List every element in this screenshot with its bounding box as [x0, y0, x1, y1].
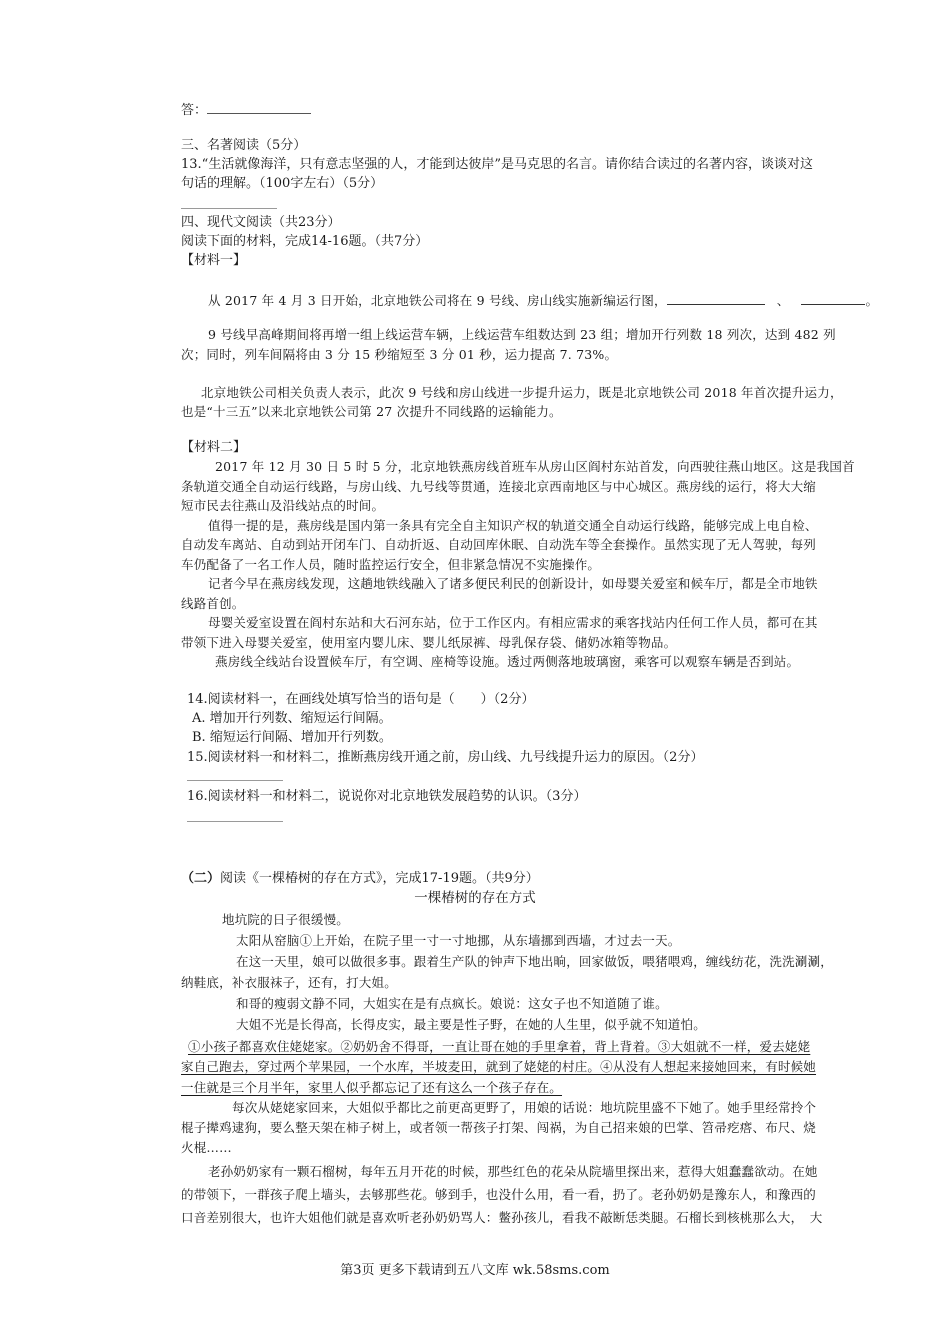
material-2-line: 线路首创。 [181, 596, 245, 611]
q14: 14.阅读材料一，在画线处填写恰当的语句是（ ）（2分） [187, 692, 535, 707]
section-4-heading: 四、现代文阅读（共23分） [181, 215, 341, 230]
part-2-heading-text: 阅读《一棵椿树的存在方式》，完成17-19题。（共9分） [220, 871, 539, 886]
material-2-line: 短市民去往燕山及沿线站点的时间。 [181, 498, 385, 513]
underlined-passage-line: 家自己跑去，穿过两个苹果园，一个水库，半坡麦田，就到了姥姥的村庄。④从没有人想起来接她回来，有时候她 [181, 1059, 817, 1074]
answer-label: 答： [181, 103, 208, 118]
q15-answer-rule [187, 780, 283, 781]
article-line: 火棍…… [181, 1140, 232, 1155]
material-2-line: 燕房线全线站台设置候车厅，有空调、座椅等设施。透过两侧落地玻璃窗，乘客可以观察车辆是否到站。 [215, 654, 800, 669]
q13-line-2: 句话的理解。（100字左右）（5分） [181, 176, 384, 191]
part-2-heading [181, 870, 539, 888]
material-2-line: 母婴关爱室设置在阎村东站和大石河东站，位于工作区内。有相应需求的乘客找站内任何工作人员，都可在其 [208, 615, 818, 630]
article-line: 纳鞋底，补衣服袜子，还有，打大姐。 [181, 975, 397, 990]
material-2-line: 自动发车离站、自动到站开闭车门、自动折返、自动回库休眠、自动洗车等全套操作。虽然实现了无人驾驶，每列 [181, 537, 817, 552]
material-1-para-1 [208, 290, 878, 310]
q14-option-a[interactable]: A. 增加开行列数、缩短运行间隔。 [192, 711, 392, 726]
material-1-para-3-line-2: 也是“十三五”以来北京地铁公司第 27 次提升不同线路的运输能力。 [181, 404, 562, 419]
blank-end: 。 [865, 293, 879, 308]
article-line: 口音差别很大，也许大姐他们就是喜欢听老孙奶奶骂人：鳖孙孩儿，看我不敲断恁类腿。石榴长到核桃那么大， 大 [181, 1210, 823, 1225]
part-2-number: （二） [181, 871, 221, 886]
q13-answer-rule [181, 208, 277, 209]
material-1-para-2-line-1: 9 号线早高峰期间将再增一组上线运营车辆，上线运营车组数达到 23 组；增加开行列数 18 列次，达到 482 列 [208, 327, 836, 342]
article-line: 在这一天里，娘可以做很多事。跟着生产队的钟声下地出晌，回家做饭，喂猪喂鸡，缠线纺花，洗洗涮涮， [236, 954, 833, 969]
fill-blank-2[interactable] [801, 290, 865, 305]
material-2-line: 车仍配备了一名工作人员，随时监控运行安全，但非紧急情况不实施操作。 [181, 557, 601, 572]
material-1-para-2-line-2: 次；同时，列车间隔将由 3 分 15 秒缩短至 3 分 01 秒，运力提高 7. 73%。 [181, 347, 618, 362]
article-line: 和哥的瘦弱文静不同，大姐实在是有点疯长。娘说：这女子也不知道随了谁。 [236, 996, 668, 1011]
material-2-line: 2017 年 12 月 30 日 5 时 5 分，北京地铁燕房线首班车从房山区阎村东站首发，向西驶往燕山地区。这是我国首 [215, 459, 855, 474]
fill-blank-1[interactable] [667, 290, 765, 305]
answer-blank[interactable] [207, 100, 311, 114]
q16-answer-rule [187, 821, 283, 822]
article-title: 一棵椿树的存在方式 [414, 890, 536, 906]
q13-line-1: 13.“生活就像海洋，只有意志坚强的人，才能到达彼岸”是马克思的名言。请你结合读过的名著内容，谈谈对这 [181, 157, 813, 172]
article-line: 地坑院的日子很缓慢。 [222, 912, 350, 927]
page-footer: 第3页 更多下载请到五八文库 wk.58sms.com [340, 1263, 610, 1278]
section-3-heading: 三、名著阅读（5分） [181, 138, 307, 153]
material-2-line: 带领下进入母婴关爱室，使用室内婴儿床、婴儿纸尿裤、母乳保存袋、储奶冰箱等物品。 [181, 635, 677, 650]
article-line: 老孙奶奶家有一颗石榴树，每年五月开花的时候，那些红色的花朵从院墙里探出来，惹得大姐蠢蠢欲动。在她 [208, 1164, 818, 1179]
article-line: 的带领下，一群孩子爬上墙头，去够那些花。够到手，也没什么用，看一看，扔了。老孙奶奶是豫东人，和豫西的 [181, 1187, 817, 1202]
answer-line [181, 100, 311, 120]
material-2-line: 条轨道交通全自动运行线路，与房山线、九号线等贯通，连接北京西南地区与中心城区。燕房线的运行，将大大缩 [181, 479, 817, 494]
material-1-label: 【材料一】 [181, 253, 247, 268]
material-1-para-1-text: 从 2017 年 4 月 3 日开始，北京地铁公司将在 9 号线、房山线实施新编运行图， [208, 293, 667, 308]
article-line: 棍子撵鸡逮狗，要么整天架在柿子树上，或者领一帮孩子打架、闯祸，为自己招来娘的巴掌、笤帚疙瘩、布尺、烧 [181, 1120, 817, 1135]
material-1-para-3-line-1: 北京地铁公司相关负责人表示，此次 9 号线和房山线进一步提升运力，既是北京地铁公司 2018 年首次提升运力， [201, 385, 843, 400]
underlined-passage-line: 一住就是三个月半年，家里人似乎都忘记了还有这么一个孩子存在。 [181, 1080, 563, 1095]
q15: 15.阅读材料一和材料二，推断燕房线开通之前，房山线、九号线提升运力的原因。（2分） [187, 750, 704, 765]
blank-separator: 、 [776, 293, 790, 308]
section-4-instruction: 阅读下面的材料，完成14-16题。（共7分） [181, 234, 429, 249]
material-2-line: 记者今早在燕房线发现，这趟地铁线融入了诸多便民利民的创新设计，如母婴关爱室和候车厅，都是全市地铁 [208, 576, 818, 591]
underlined-passage-line: ①小孩子都喜欢住姥姥家。②奶奶舍不得哥，一直让哥在她的手里拿着，背上背着。③大姐就不一样，爱去姥姥 [188, 1039, 811, 1054]
q16: 16.阅读材料一和材料二，说说你对北京地铁发展趋势的认识。（3分） [187, 789, 587, 804]
article-line: 每次从姥姥家回来，大姐似乎都比之前更高更野了，用娘的话说：地坑院里盛不下她了。她手里经常拎个 [232, 1100, 817, 1115]
material-2-label: 【材料二】 [181, 440, 247, 455]
q14-option-b[interactable]: B. 缩短运行间隔、增加开行列数。 [192, 730, 392, 745]
article-line: 大姐不光是长得高，长得皮实，最主要是性子野，在她的人生里，似乎就不知道怕。 [236, 1017, 706, 1032]
material-2-line: 值得一提的是，燕房线是国内第一条具有完全自主知识产权的轨道交通全自动运行线路，能够完成上电自检、 [208, 518, 818, 533]
article-line: 太阳从窑脑①上开始，在院子里一寸一寸地挪，从东墙挪到西墙，才过去一天。 [236, 933, 681, 948]
